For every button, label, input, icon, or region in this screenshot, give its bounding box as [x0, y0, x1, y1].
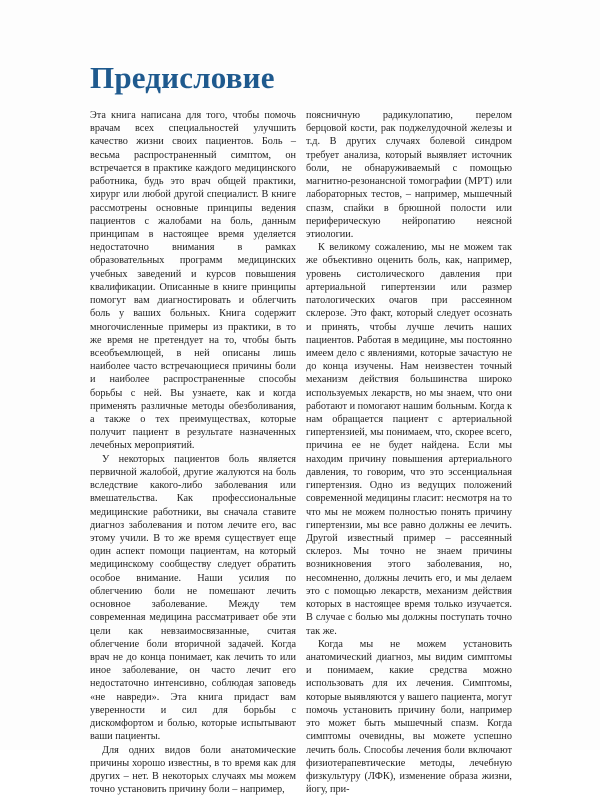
paragraph: Эта книга написана для того, чтобы помочь врачам всех специальностей улучшить качество жизни своих пациентов. Боль – весьма распространенный симптом, он встречается в практике каждого медицинского работника, будь это врач общей практики, хирург или любой другой специалист. В книге рассмотрены основные принципы ведения пациентов с жалобами на боль, данным принципам в настоящее время уделяется недостаточно внимания в рамках образовательных программ медицинских учебных заведений и курсов повышения квалификации. Описанные в книге принципы помогут вам диагностировать и облегчить боль у ваших больных. Книга содержит многочисленные примеры из практики, в то же время не претендует на то, чтобы быть всеобъемлющей, в ней описаны лишь наиболее часто встречающиеся причины боли и наиболее распространенные способы борьбы с ней. Вы узнаете, как и когда применять различные методы обезболивания, а также о тех преимуществах, которые получит пациент в результате назначенных лечебных мероприятий. [90, 109, 296, 453]
paragraph: К великому сожалению, мы не можем так же объективно оценить боль, как, например, уровень систолического давления при артериальной гипертензии или размер патологических очагов при рассеянном склерозе. Это факт, который следует осознать и принять, чтобы лучше лечить наших пациентов. Работая в медицине, мы постоянно имеем дело с явлениями, которые зачастую не до конца изучены. Нам неизвестен точный механизм действия большинства широко используемых лекарств, но мы знаем, что они работают и помогают нашим больным. Когда к нам обращается пациент с артериальной гипертензией, мы понимаем, что, скорее всего, причина ее не будет найдена. Если мы находим причину повышения артериального давления, то говорим, что это эссенциальная гипертензия. Одно из ведущих положений современной медицины гласит: несмотря на то что мы не можем полностью понять причину гипертензии, мы все равно должны ее лечить. Другой известный пример – рассеянный склероз. Мы точно не знаем причины возникновения этого заболевания, но, несомненно, должны лечить его, и мы делаем это с помощью лекарств, механизм действия которых в настоящее время только изучается. В случае с болью мы должны поступать точно так же. [306, 241, 512, 638]
paragraph: У некоторых пациентов боль является первичной жалобой, другие жалуются на боль вследствие какого-либо заболевания или вмешательства. Как профессиональные медицинские работники, вы сначала ставите диагноз заболевания и потом лечите его, вас этому учили. В то же время существует еще один аспект помощи пациентам, на который медицинскому сообществу следует обратить особое внимание. Наши усилия по облегчению боли не помешают лечить основное заболевание. Между тем современная медицина рассматривает обе эти цели как невзаимосвязанные, считая облегчение боли вторичной задачей. Когда врач не до конца понимает, как лечить то или иное заболевание, он часто лечит его недостаточно интенсивно, соблюдая заповедь «не навреди». Эта книга придаст вам уверенности и сил для борьбы с дискомфортом и болью, которые испытывают ваши пациенты. [90, 453, 296, 744]
left-text-column [90, 109, 296, 796]
right-text-column [306, 109, 512, 796]
paragraph: поясничную радикулопатию, перелом берцовой кости, рак поджелудочной железы и т.д. В других случаях болевой синдром требует анализа, который выявляет источник боли, не обнаруживаемый с помощью магнитно-резонансной томографии (МРТ) или лабораторных тестов, – например, мышечный спазм, спайки в брюшной полости или периферическую нейропатию неясной этиологии. [306, 109, 512, 241]
page-title: Предисловие [90, 60, 275, 96]
paragraph: Когда мы не можем установить анатомический диагноз, мы видим симптомы и понимаем, какие средства можно использовать для их лечения. Симптомы, которые выявляются у вашего пациента, могут помочь установить причину боли, например это может быть мышечный спазм. Когда симптомы очевидны, вы можете успешно лечить боль. Способы лечения боли включают физиотерапевтические методы, лечебную физкультуру (ЛФК), изменение образа жизни, йогу, при- [306, 638, 512, 796]
paragraph: Для одних видов боли анатомические причины хорошо известны, в то время как для других – нет. В некоторых случаях мы можем точно установить причину боли – например, [90, 744, 296, 796]
